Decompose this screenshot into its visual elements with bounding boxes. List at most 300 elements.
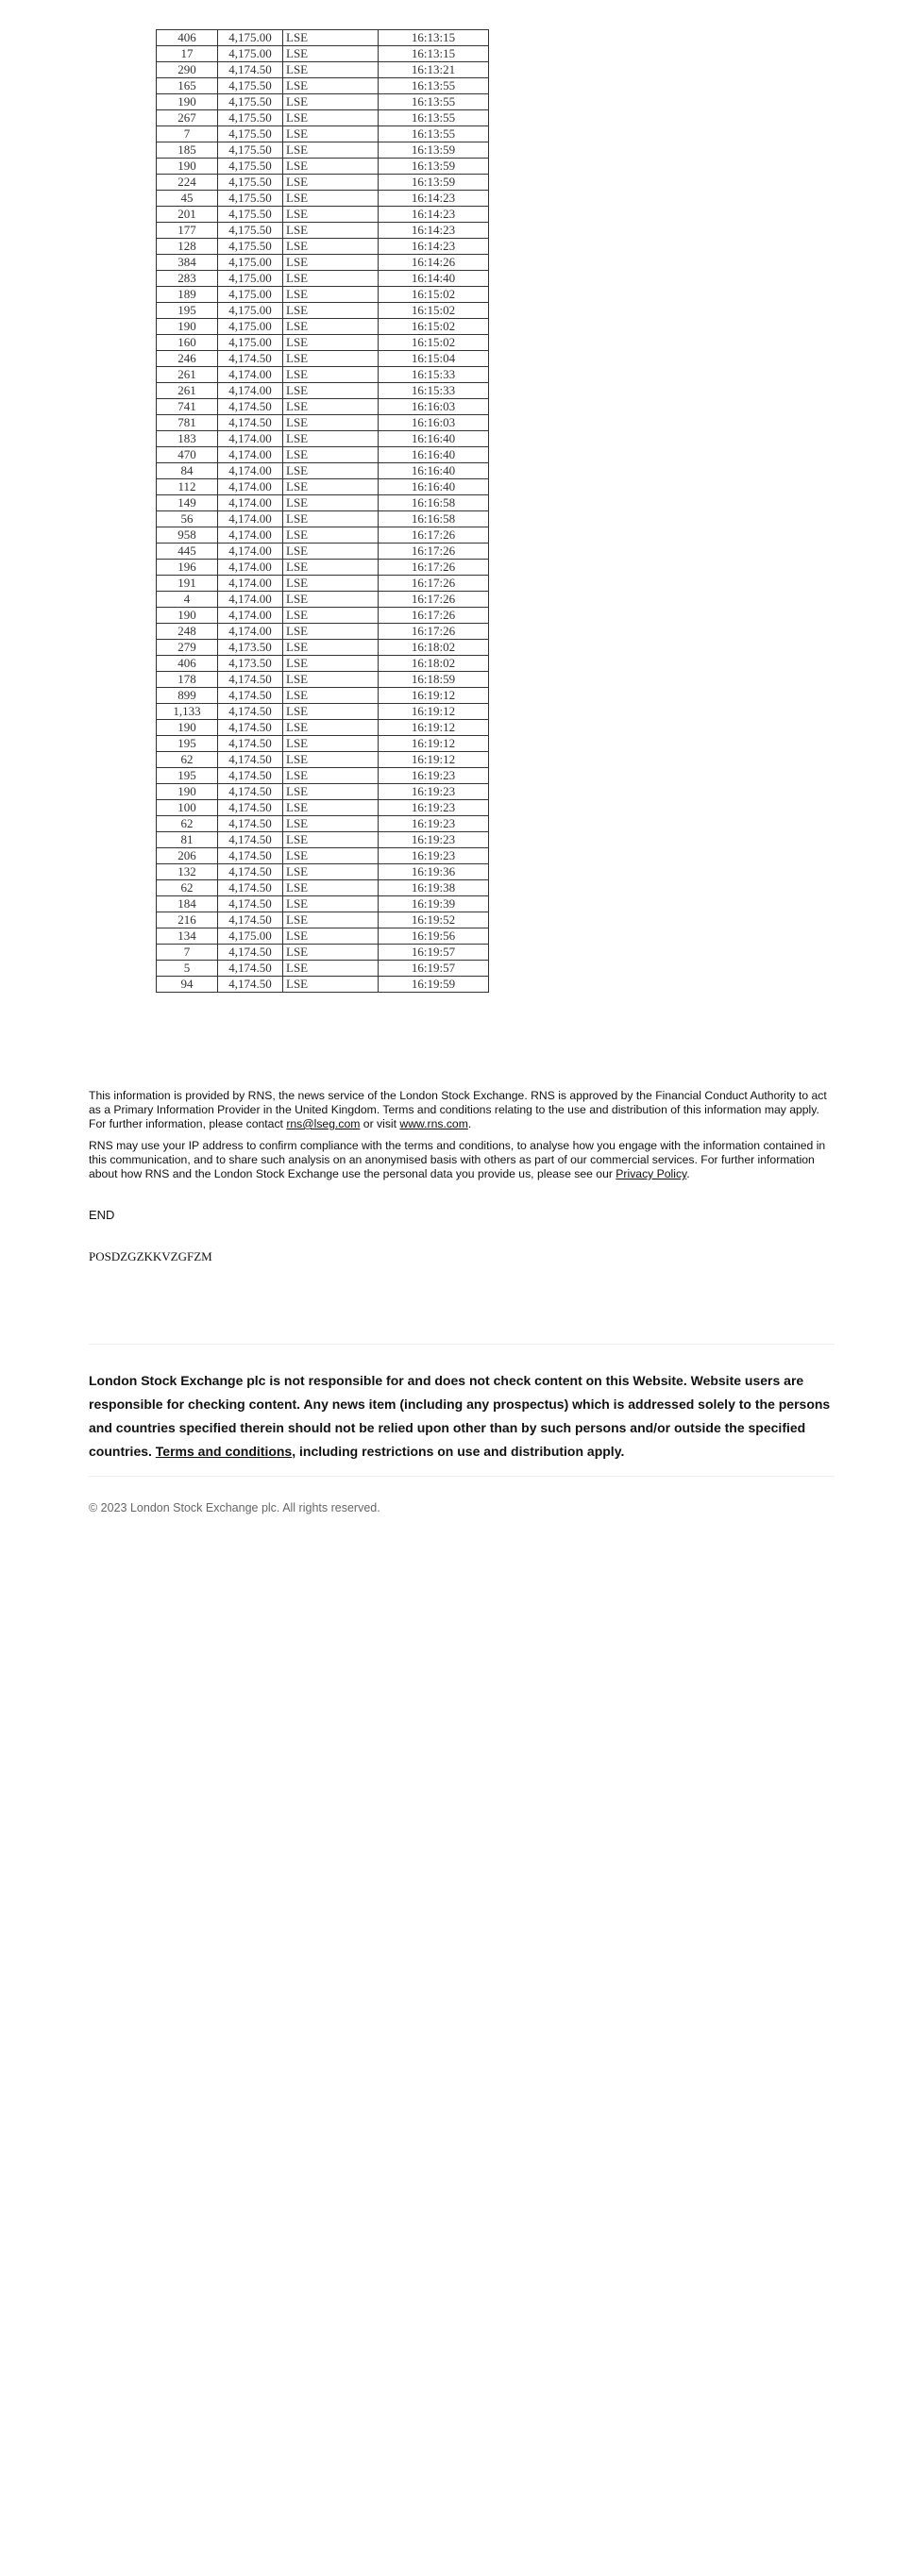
trade-volume: 283	[157, 271, 218, 287]
trade-venue: LSE	[283, 864, 379, 880]
table-row	[157, 816, 489, 832]
trade-time: 16:13:55	[379, 78, 489, 94]
table-row	[157, 351, 489, 367]
trade-price: 4,174.50	[218, 961, 283, 977]
trade-time: 16:19:59	[379, 977, 489, 993]
trade-volume: 84	[157, 463, 218, 479]
table-row	[157, 704, 489, 720]
trade-venue: LSE	[283, 367, 379, 383]
trade-volume: 195	[157, 736, 218, 752]
lse-notice-text: London Stock Exchange plc is not responsible for and does not check content on this Website. Website users are responsible for checking content. Any news item (including any prospectus) which is addressed solely to the persons and countries specified therein should not be relied upon other than by such persons and/or outside the specified countries.	[89, 1373, 831, 1459]
trade-venue: LSE	[283, 511, 379, 527]
trade-venue: LSE	[283, 335, 379, 351]
table-row	[157, 945, 489, 961]
trade-venue: LSE	[283, 848, 379, 864]
trade-venue: LSE	[283, 768, 379, 784]
trade-price: 4,175.50	[218, 94, 283, 110]
trade-venue: LSE	[283, 46, 379, 62]
table-row	[157, 207, 489, 223]
trade-volume: 177	[157, 223, 218, 239]
trade-venue: LSE	[283, 928, 379, 945]
trade-volume: 7	[157, 945, 218, 961]
trade-time: 16:19:12	[379, 736, 489, 752]
trade-venue: LSE	[283, 207, 379, 223]
trade-price: 4,175.50	[218, 110, 283, 126]
trade-venue: LSE	[283, 800, 379, 816]
trade-volume: 190	[157, 608, 218, 624]
trade-volume: 741	[157, 399, 218, 415]
trade-venue: LSE	[283, 961, 379, 977]
table-row	[157, 592, 489, 608]
trade-price: 4,174.50	[218, 945, 283, 961]
table-row	[157, 752, 489, 768]
trade-venue: LSE	[283, 415, 379, 431]
trade-venue: LSE	[283, 94, 379, 110]
rns-website-link[interactable]: www.rns.com	[399, 1117, 468, 1130]
trade-time: 16:19:12	[379, 704, 489, 720]
trade-time: 16:18:59	[379, 672, 489, 688]
trade-price: 4,174.50	[218, 736, 283, 752]
rns-disclaimer-text: This information is provided by RNS, the news service of the London Stock Exchange. RNS is approved by the Financial Conduct Authority to act as a Primary Information Provider in the United Kingdom. Terms and conditions relating to the use and distribution of this information may apply. For further information, please contact	[89, 1089, 827, 1130]
trade-venue: LSE	[283, 78, 379, 94]
table-row	[157, 191, 489, 207]
trade-time: 16:15:02	[379, 335, 489, 351]
trade-time: 16:15:02	[379, 287, 489, 303]
trade-volume: 248	[157, 624, 218, 640]
trade-volume: 781	[157, 415, 218, 431]
trade-time: 16:19:39	[379, 896, 489, 912]
lse-notice-end: , including restrictions on use and distribution apply.	[292, 1444, 625, 1459]
trade-volume: 190	[157, 319, 218, 335]
trade-volume: 470	[157, 447, 218, 463]
trade-price: 4,175.50	[218, 159, 283, 175]
trade-volume: 261	[157, 383, 218, 399]
trade-time: 16:19:52	[379, 912, 489, 928]
trade-price: 4,174.50	[218, 688, 283, 704]
trade-time: 16:15:04	[379, 351, 489, 367]
trade-time: 16:14:23	[379, 191, 489, 207]
privacy-paragraph	[89, 1139, 835, 1181]
trade-volume: 206	[157, 848, 218, 864]
table-row	[157, 415, 489, 431]
trade-time: 16:13:55	[379, 110, 489, 126]
trade-time: 16:13:59	[379, 159, 489, 175]
trade-venue: LSE	[283, 576, 379, 592]
trade-venue: LSE	[283, 624, 379, 640]
trade-time: 16:19:23	[379, 800, 489, 816]
trade-time: 16:19:57	[379, 961, 489, 977]
trade-time: 16:17:26	[379, 624, 489, 640]
table-row	[157, 46, 489, 62]
table-row	[157, 495, 489, 511]
trade-price: 4,174.50	[218, 351, 283, 367]
trade-volume: 4	[157, 592, 218, 608]
trade-venue: LSE	[283, 495, 379, 511]
table-row	[157, 576, 489, 592]
rns-disclaimer-mid: or visit	[360, 1117, 400, 1130]
trade-time: 16:19:23	[379, 848, 489, 864]
trade-time: 16:14:26	[379, 255, 489, 271]
table-row	[157, 175, 489, 191]
trade-venue: LSE	[283, 383, 379, 399]
trade-time: 16:14:23	[379, 207, 489, 223]
trade-volume: 1,133	[157, 704, 218, 720]
rns-email-link[interactable]: rns@lseg.com	[286, 1117, 361, 1130]
trade-venue: LSE	[283, 431, 379, 447]
table-row	[157, 223, 489, 239]
trade-venue: LSE	[283, 640, 379, 656]
trade-volume: 290	[157, 62, 218, 78]
trade-volume: 261	[157, 367, 218, 383]
trade-time: 16:16:40	[379, 463, 489, 479]
trade-time: 16:19:57	[379, 945, 489, 961]
trade-price: 4,174.00	[218, 560, 283, 576]
trade-time: 16:19:36	[379, 864, 489, 880]
announcement-code: POSDZGZKKVZGFZM	[89, 1249, 212, 1263]
privacy-end: .	[686, 1167, 690, 1180]
trade-time: 16:14:23	[379, 223, 489, 239]
trade-venue: LSE	[283, 463, 379, 479]
trade-venue: LSE	[283, 303, 379, 319]
trade-price: 4,175.00	[218, 303, 283, 319]
trade-venue: LSE	[283, 447, 379, 463]
trade-price: 4,175.50	[218, 223, 283, 239]
trade-venue: LSE	[283, 720, 379, 736]
trade-price: 4,173.50	[218, 640, 283, 656]
trade-volume: 160	[157, 335, 218, 351]
trade-price: 4,175.50	[218, 126, 283, 142]
table-row	[157, 255, 489, 271]
trade-volume: 94	[157, 977, 218, 993]
trade-price: 4,174.50	[218, 912, 283, 928]
table-row	[157, 30, 489, 46]
table-row	[157, 463, 489, 479]
trade-price: 4,175.50	[218, 239, 283, 255]
trade-volume: 190	[157, 94, 218, 110]
trade-time: 16:19:23	[379, 832, 489, 848]
table-row	[157, 768, 489, 784]
trade-price: 4,175.00	[218, 335, 283, 351]
trade-volume: 190	[157, 720, 218, 736]
trade-price: 4,174.00	[218, 511, 283, 527]
table-row	[157, 287, 489, 303]
trade-time: 16:17:26	[379, 544, 489, 560]
table-row	[157, 126, 489, 142]
trade-time: 16:16:58	[379, 495, 489, 511]
trade-volume: 196	[157, 560, 218, 576]
table-row	[157, 560, 489, 576]
trade-price: 4,175.00	[218, 271, 283, 287]
trade-venue: LSE	[283, 527, 379, 544]
table-row	[157, 864, 489, 880]
trade-price: 4,173.50	[218, 656, 283, 672]
trade-time: 16:17:26	[379, 576, 489, 592]
trade-venue: LSE	[283, 784, 379, 800]
trade-volume: 183	[157, 431, 218, 447]
trade-volume: 134	[157, 928, 218, 945]
table-row	[157, 383, 489, 399]
trade-venue: LSE	[283, 319, 379, 335]
table-row	[157, 62, 489, 78]
trade-price: 4,174.00	[218, 383, 283, 399]
trade-venue: LSE	[283, 30, 379, 46]
trade-price: 4,174.50	[218, 832, 283, 848]
trade-price: 4,174.00	[218, 447, 283, 463]
table-row	[157, 672, 489, 688]
trade-venue: LSE	[283, 880, 379, 896]
trade-venue: LSE	[283, 271, 379, 287]
table-row	[157, 977, 489, 993]
table-row	[157, 896, 489, 912]
trade-price: 4,174.50	[218, 62, 283, 78]
trade-time: 16:14:40	[379, 271, 489, 287]
table-row	[157, 656, 489, 672]
trade-volume: 5	[157, 961, 218, 977]
table-row	[157, 431, 489, 447]
privacy-policy-link[interactable]: Privacy Policy	[616, 1167, 687, 1180]
trade-venue: LSE	[283, 752, 379, 768]
trade-time: 16:17:26	[379, 592, 489, 608]
privacy-text: RNS may use your IP address to confirm compliance with the terms and conditions, to analyse how you engage with the information contained in this communication, and to share such analysis on an anonymised basis with others as part of our commercial services. For further information about how RNS and the London Stock Exchange use the personal data you provide us, please see our	[89, 1139, 826, 1180]
trade-volume: 100	[157, 800, 218, 816]
trade-venue: LSE	[283, 977, 379, 993]
trade-volume: 128	[157, 239, 218, 255]
trade-venue: LSE	[283, 126, 379, 142]
trade-venue: LSE	[283, 351, 379, 367]
trades-table-body	[157, 30, 489, 993]
table-row	[157, 961, 489, 977]
trade-time: 16:16:03	[379, 415, 489, 431]
trade-time: 16:15:33	[379, 383, 489, 399]
trade-time: 16:19:56	[379, 928, 489, 945]
trade-volume: 195	[157, 303, 218, 319]
trade-price: 4,175.50	[218, 207, 283, 223]
trade-price: 4,174.50	[218, 768, 283, 784]
trade-venue: LSE	[283, 223, 379, 239]
table-row	[157, 110, 489, 126]
trade-volume: 149	[157, 495, 218, 511]
trade-venue: LSE	[283, 62, 379, 78]
trade-time: 16:18:02	[379, 656, 489, 672]
trade-volume: 406	[157, 30, 218, 46]
trade-time: 16:19:38	[379, 880, 489, 896]
trade-venue: LSE	[283, 544, 379, 560]
trade-venue: LSE	[283, 175, 379, 191]
trade-volume: 62	[157, 880, 218, 896]
table-row	[157, 94, 489, 110]
table-row	[157, 848, 489, 864]
trade-price: 4,174.50	[218, 415, 283, 431]
copyright-text: © 2023 London Stock Exchange plc. All rights reserved.	[89, 1501, 380, 1514]
trade-price: 4,174.50	[218, 896, 283, 912]
trade-price: 4,174.50	[218, 848, 283, 864]
trade-price: 4,174.00	[218, 608, 283, 624]
trade-volume: 279	[157, 640, 218, 656]
trade-price: 4,174.50	[218, 816, 283, 832]
table-row	[157, 640, 489, 656]
trade-volume: 7	[157, 126, 218, 142]
trade-volume: 178	[157, 672, 218, 688]
trade-time: 16:17:26	[379, 527, 489, 544]
trade-volume: 195	[157, 768, 218, 784]
trade-venue: LSE	[283, 399, 379, 415]
trade-time: 16:19:12	[379, 688, 489, 704]
trade-time: 16:16:03	[379, 399, 489, 415]
trade-time: 16:15:33	[379, 367, 489, 383]
trade-time: 16:13:15	[379, 30, 489, 46]
trade-price: 4,175.00	[218, 46, 283, 62]
trade-volume: 958	[157, 527, 218, 544]
trade-venue: LSE	[283, 832, 379, 848]
trade-time: 16:15:02	[379, 303, 489, 319]
trade-venue: LSE	[283, 816, 379, 832]
trade-price: 4,174.00	[218, 367, 283, 383]
trade-price: 4,175.00	[218, 287, 283, 303]
trade-price: 4,174.00	[218, 544, 283, 560]
trade-price: 4,174.50	[218, 784, 283, 800]
trade-time: 16:19:23	[379, 816, 489, 832]
trade-volume: 190	[157, 159, 218, 175]
trade-venue: LSE	[283, 142, 379, 159]
trades-table	[156, 29, 489, 993]
trade-venue: LSE	[283, 945, 379, 961]
trade-venue: LSE	[283, 239, 379, 255]
trade-time: 16:18:02	[379, 640, 489, 656]
trade-time: 16:17:26	[379, 560, 489, 576]
trade-time: 16:13:21	[379, 62, 489, 78]
trade-time: 16:13:59	[379, 175, 489, 191]
table-row	[157, 736, 489, 752]
trade-price: 4,175.00	[218, 30, 283, 46]
trade-time: 16:19:23	[379, 768, 489, 784]
trade-price: 4,174.00	[218, 479, 283, 495]
trade-price: 4,174.50	[218, 752, 283, 768]
trade-price: 4,174.00	[218, 463, 283, 479]
trade-volume: 216	[157, 912, 218, 928]
table-row	[157, 78, 489, 94]
table-row	[157, 511, 489, 527]
table-row	[157, 624, 489, 640]
trade-volume: 62	[157, 752, 218, 768]
trade-price: 4,174.50	[218, 672, 283, 688]
rns-disclaimer-paragraph	[89, 1089, 835, 1131]
trade-volume: 189	[157, 287, 218, 303]
table-row	[157, 912, 489, 928]
trade-price: 4,174.50	[218, 880, 283, 896]
table-row	[157, 447, 489, 463]
trade-volume: 132	[157, 864, 218, 880]
table-row	[157, 239, 489, 255]
table-row	[157, 720, 489, 736]
trade-price: 4,174.50	[218, 399, 283, 415]
table-row	[157, 479, 489, 495]
terms-and-conditions-link[interactable]: Terms and conditions	[155, 1444, 293, 1459]
trade-venue: LSE	[283, 896, 379, 912]
trade-venue: LSE	[283, 110, 379, 126]
table-row	[157, 544, 489, 560]
trade-volume: 445	[157, 544, 218, 560]
trade-time: 16:15:02	[379, 319, 489, 335]
divider	[89, 1476, 835, 1477]
table-row	[157, 142, 489, 159]
trade-time: 16:16:40	[379, 447, 489, 463]
table-row	[157, 608, 489, 624]
trade-price: 4,174.00	[218, 495, 283, 511]
trade-volume: 191	[157, 576, 218, 592]
trade-price: 4,174.50	[218, 720, 283, 736]
trade-volume: 267	[157, 110, 218, 126]
trade-price: 4,175.50	[218, 175, 283, 191]
trade-price: 4,174.00	[218, 624, 283, 640]
trade-volume: 246	[157, 351, 218, 367]
trade-time: 16:13:55	[379, 94, 489, 110]
trade-price: 4,174.50	[218, 977, 283, 993]
trade-venue: LSE	[283, 672, 379, 688]
trade-venue: LSE	[283, 736, 379, 752]
trade-venue: LSE	[283, 656, 379, 672]
table-row	[157, 367, 489, 383]
trade-time: 16:16:58	[379, 511, 489, 527]
table-row	[157, 928, 489, 945]
trade-time: 16:13:15	[379, 46, 489, 62]
trade-time: 16:19:12	[379, 720, 489, 736]
trade-time: 16:19:23	[379, 784, 489, 800]
trade-price: 4,175.00	[218, 319, 283, 335]
lse-responsibility-notice	[89, 1369, 835, 1464]
trade-volume: 81	[157, 832, 218, 848]
trade-venue: LSE	[283, 479, 379, 495]
trade-volume: 184	[157, 896, 218, 912]
trade-time: 16:13:55	[379, 126, 489, 142]
trade-price: 4,174.50	[218, 864, 283, 880]
trade-venue: LSE	[283, 159, 379, 175]
trade-volume: 62	[157, 816, 218, 832]
trade-venue: LSE	[283, 704, 379, 720]
table-row	[157, 159, 489, 175]
trade-time: 16:16:40	[379, 479, 489, 495]
table-row	[157, 399, 489, 415]
trade-time: 16:17:26	[379, 608, 489, 624]
trade-volume: 56	[157, 511, 218, 527]
trade-volume: 899	[157, 688, 218, 704]
trade-price: 4,174.00	[218, 576, 283, 592]
trade-volume: 17	[157, 46, 218, 62]
trade-volume: 224	[157, 175, 218, 191]
trade-price: 4,174.00	[218, 431, 283, 447]
trade-price: 4,174.50	[218, 704, 283, 720]
trade-price: 4,174.00	[218, 592, 283, 608]
trade-venue: LSE	[283, 560, 379, 576]
trade-venue: LSE	[283, 912, 379, 928]
table-row	[157, 335, 489, 351]
table-row	[157, 800, 489, 816]
trade-price: 4,174.00	[218, 527, 283, 544]
trade-time: 16:14:23	[379, 239, 489, 255]
end-marker: END	[89, 1208, 115, 1222]
trade-price: 4,175.50	[218, 191, 283, 207]
trade-venue: LSE	[283, 255, 379, 271]
table-row	[157, 271, 489, 287]
table-row	[157, 527, 489, 544]
table-row	[157, 832, 489, 848]
trade-volume: 112	[157, 479, 218, 495]
table-row	[157, 880, 489, 896]
trade-venue: LSE	[283, 608, 379, 624]
trade-time: 16:16:40	[379, 431, 489, 447]
trade-volume: 406	[157, 656, 218, 672]
trade-venue: LSE	[283, 287, 379, 303]
table-row	[157, 303, 489, 319]
